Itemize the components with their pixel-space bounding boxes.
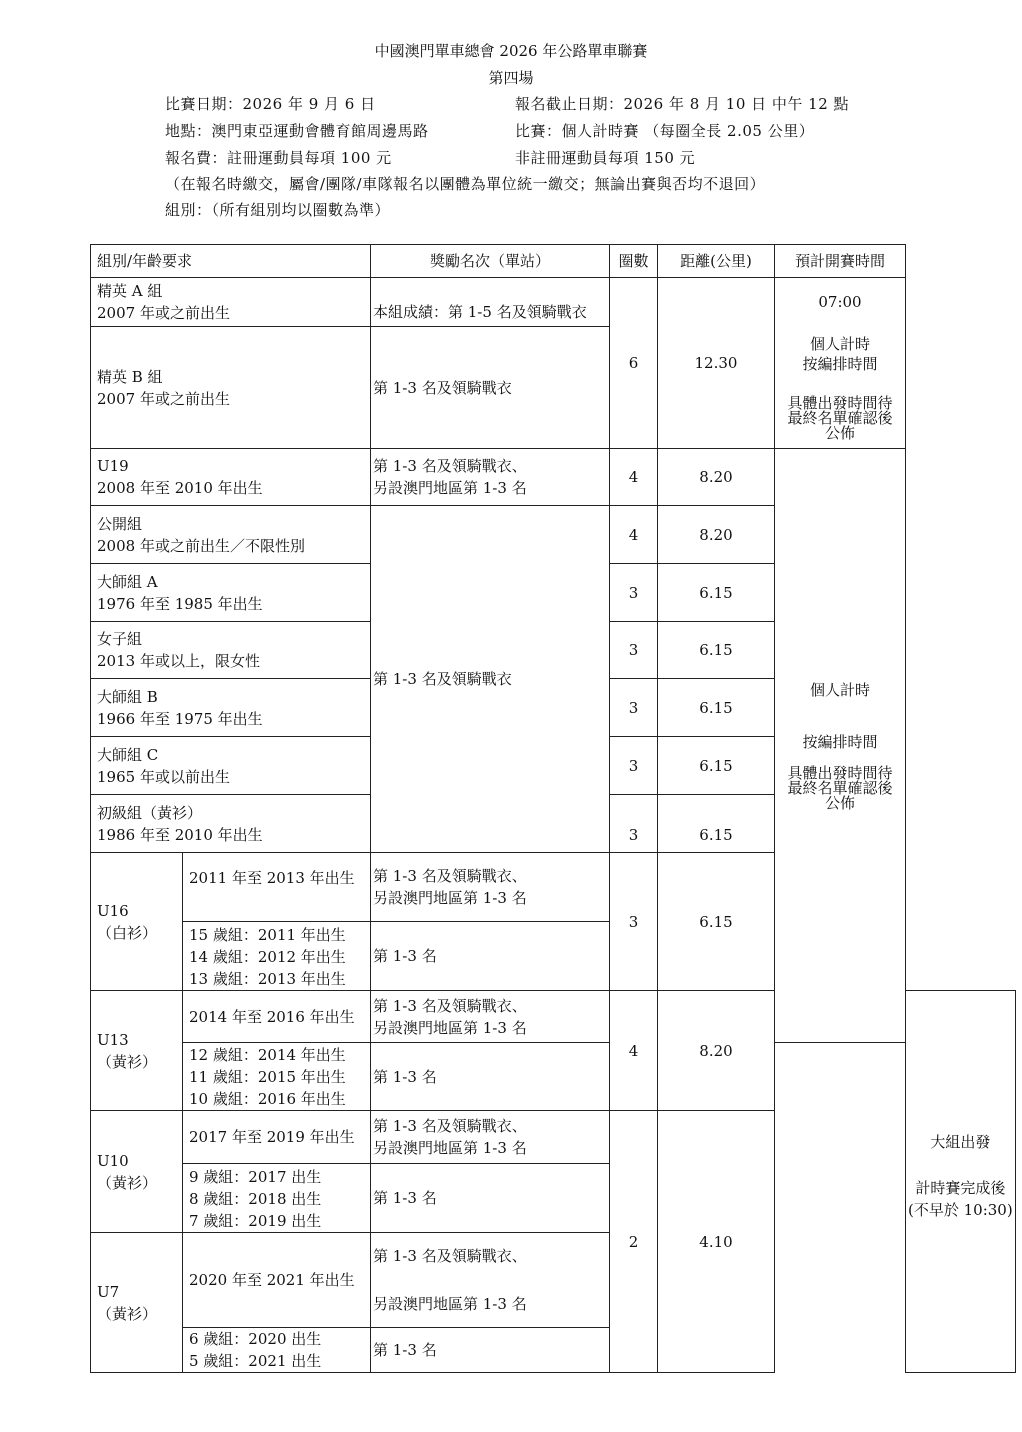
group-age: 1965 年或以前出生	[97, 767, 230, 786]
award-cell: 第 1-3 名	[371, 1328, 610, 1373]
distance-cell: 6.15	[658, 622, 775, 679]
award-cell: 第 1-3 名及領騎戰衣	[371, 506, 610, 853]
laps-cell: 4	[610, 506, 658, 564]
table-row	[91, 1111, 1016, 1164]
award-cell	[371, 853, 610, 922]
distance-cell: 6.15	[658, 679, 775, 737]
group-cell	[91, 564, 371, 622]
subgroup-line: 15 歲組：2011 年出生	[189, 926, 346, 944]
group-cell	[91, 737, 371, 795]
group-name: U7	[97, 1282, 120, 1301]
group-name: U19	[97, 457, 129, 475]
header-group: 組別/年齡要求	[91, 245, 371, 278]
award-cell	[371, 1233, 610, 1328]
registration-deadline: 報名截止日期：2026 年 8 月 10 日 中午 12 點	[515, 95, 850, 113]
group-cell	[91, 327, 371, 449]
laps-cell: 3	[610, 795, 658, 853]
subgroup-cell: 2014 年至 2016 年出生	[183, 991, 371, 1043]
award-cell: 第 1-3 名	[371, 922, 610, 991]
group-name: 精英 A 組	[97, 282, 163, 300]
subgroup-cell: 2011 年至 2013 年出生	[183, 853, 371, 922]
start-note: 公佈	[824, 794, 855, 812]
laps-cell: 4	[610, 449, 658, 506]
award-line: 第 1-3 名及領騎戰衣、	[373, 996, 527, 1015]
group-cell	[91, 991, 183, 1111]
award-cell	[371, 1111, 610, 1164]
group-age: 2008 年或之前出生／不限性別	[97, 536, 305, 555]
table-row	[91, 278, 1016, 327]
start-note: 按編排時間	[802, 355, 878, 373]
laps-cell: 3	[610, 622, 658, 679]
group-age: 2008 年至 2010 年出生	[97, 479, 263, 497]
group-cell	[91, 622, 371, 679]
award-cell	[371, 991, 610, 1043]
distance-cell: 6.15	[658, 564, 775, 622]
group-name: U16	[97, 901, 129, 920]
subgroup-cell	[183, 1328, 371, 1373]
subgroup-line: 12 歲組：2014 年出生	[189, 1046, 346, 1064]
jersey-color: （黃衫）	[97, 1052, 158, 1071]
payment-note: （在報名時繳交，屬會/團隊/車隊報名以團體為單位統一繳交；無論出賽與否均不退回）	[165, 175, 766, 193]
subgroup-line: 5 歲組：2021 出生	[189, 1352, 322, 1370]
distance-cell: 4.10	[658, 1111, 775, 1373]
subgroup-line: 11 歲組：2015 年出生	[189, 1068, 346, 1086]
award-line: 另設澳門地區第 1-3 名	[373, 889, 527, 907]
subgroup-line: 9 歲組：2017 出生	[189, 1168, 322, 1186]
table-header-row	[91, 245, 1016, 278]
award-line: 另設澳門地區第 1-3 名	[373, 1018, 527, 1037]
group-name: 大師組 C	[97, 745, 159, 764]
table-row	[91, 1043, 1016, 1111]
distance-cell: 8.20	[658, 449, 775, 506]
start-note: 個人計時	[809, 681, 870, 699]
page-title: 中國澳門單車總會 2026 年公路單車聯賽	[374, 42, 648, 60]
group-name: 公開組	[97, 514, 143, 533]
award-line: 另設澳門地區第 1-3 名	[373, 1295, 527, 1313]
group-age: 1976 年至 1985 年出生	[97, 594, 263, 613]
start-note: 具體出發時間待	[787, 394, 893, 412]
subgroup-line: 13 歲組：2013 年出生	[189, 970, 346, 988]
schedule-table	[90, 244, 1016, 1373]
jersey-color: （白衫）	[97, 923, 158, 942]
start-note: 具體出發時間待	[787, 764, 893, 782]
award-cell: 第 1-3 名及領騎戰衣	[371, 327, 610, 449]
race-format: 比賽：個人計時賽 （每圈全長 2.05 公里）	[515, 122, 815, 140]
distance-cell: 8.20	[658, 991, 775, 1111]
award-line: 第 1-3 名及領騎戰衣、	[373, 867, 527, 885]
groups-note: 組別：（所有組別均以圈數為準）	[165, 201, 391, 219]
round-subtitle: 第四場	[488, 69, 534, 87]
subgroup-cell	[183, 1043, 371, 1111]
table-row	[91, 1233, 1016, 1328]
venue: 地點：澳門東亞運動會體育館周邊馬路	[165, 122, 429, 140]
header-laps: 圈數	[610, 245, 658, 278]
group-cell	[91, 853, 183, 991]
group-cell	[91, 679, 371, 737]
group-name: 大師組 A	[97, 572, 158, 591]
group-name: 女子組	[97, 630, 143, 648]
distance-cell: 6.15	[658, 853, 775, 991]
start-note: 計時賽完成後	[915, 1179, 1006, 1197]
start-note: 最終名單確認後	[787, 409, 893, 427]
start-time-cell	[775, 278, 906, 449]
group-age: 2013 年或以上，限女性	[97, 652, 260, 670]
laps-cell: 2	[610, 1111, 658, 1373]
award-line: 另設澳門地區第 1-3 名	[373, 1139, 527, 1157]
table-row	[91, 1328, 1016, 1373]
fee-registered: 報名費：註冊運動員每項 100 元	[165, 149, 392, 167]
subgroup-line: 10 歲組：2016 年出生	[189, 1090, 346, 1108]
award-cell	[371, 449, 610, 506]
award-cell: 第 1-3 名	[371, 1164, 610, 1233]
distance-cell: 6.15	[658, 737, 775, 795]
distance-cell: 8.20	[658, 506, 775, 564]
subgroup-cell: 2020 年至 2021 年出生	[183, 1233, 371, 1328]
distance-cell: 12.30	[658, 278, 775, 449]
start-note: (不早於 10:30)	[908, 1201, 1013, 1219]
laps-cell: 6	[610, 278, 658, 449]
start-note: 按編排時間	[802, 733, 878, 751]
start-note: 最終名單確認後	[787, 779, 893, 797]
group-age: 2007 年或之前出生	[97, 389, 230, 408]
group-name: 初級組（黃衫）	[97, 803, 203, 822]
subgroup-line: 14 歲組：2012 年出生	[189, 948, 346, 966]
award-cell: 本組成績：第 1-5 名及領騎戰衣	[371, 278, 610, 327]
award-line: 另設澳門地區第 1-3 名	[373, 479, 527, 497]
subgroup-cell	[183, 1164, 371, 1233]
laps-cell: 3	[610, 564, 658, 622]
race-date: 比賽日期：2026 年 9 月 6 日	[165, 95, 376, 113]
header-award: 獎勵名次（單站）	[371, 245, 610, 278]
award-line: 第 1-3 名及領騎戰衣、	[373, 457, 527, 475]
start-time-cell	[906, 991, 1016, 1373]
start-note: 公佈	[824, 424, 855, 442]
group-name: U13	[97, 1030, 129, 1049]
group-cell	[91, 1111, 183, 1233]
jersey-color: （黃衫）	[97, 1304, 158, 1323]
laps-cell: 3	[610, 737, 658, 795]
group-name: 精英 B 組	[97, 367, 163, 386]
laps-cell: 4	[610, 991, 658, 1111]
group-name: 大師組 B	[97, 687, 158, 706]
group-cell	[91, 278, 371, 327]
laps-cell: 3	[610, 853, 658, 991]
subgroup-line: 8 歲組：2018 出生	[189, 1190, 322, 1208]
group-cell	[91, 1233, 183, 1373]
start-note: 個人計時	[809, 335, 870, 353]
laps-cell: 3	[610, 679, 658, 737]
subgroup-cell: 2017 年至 2019 年出生	[183, 1111, 371, 1164]
table-row	[91, 449, 1016, 506]
group-cell	[91, 506, 371, 564]
jersey-color: （黃衫）	[97, 1173, 158, 1192]
subgroup-line: 6 歲組：2020 出生	[189, 1330, 322, 1348]
start-note: 大組出發	[930, 1133, 991, 1151]
start-time: 07:00	[818, 293, 862, 311]
group-age: 1966 年至 1975 年出生	[97, 709, 263, 728]
subgroup-cell	[183, 922, 371, 991]
award-line: 第 1-3 名及領騎戰衣、	[373, 1117, 527, 1135]
fee-unregistered: 非註冊運動員每項 150 元	[515, 149, 696, 167]
group-cell	[91, 449, 371, 506]
group-age: 2007 年或之前出生	[97, 304, 230, 322]
distance-cell: 6.15	[658, 795, 775, 853]
group-cell	[91, 795, 371, 853]
header-start-time: 預計開賽時間	[775, 245, 906, 278]
group-name: U10	[97, 1151, 129, 1170]
header-distance: 距離(公里)	[658, 245, 775, 278]
award-cell: 第 1-3 名	[371, 1043, 610, 1111]
award-line: 第 1-3 名及領騎戰衣、	[373, 1247, 527, 1265]
table-row	[91, 1164, 1016, 1233]
group-age: 1986 年至 2010 年出生	[97, 825, 263, 844]
subgroup-line: 7 歲組：2019 出生	[189, 1212, 322, 1230]
start-time-cell	[775, 449, 906, 1043]
